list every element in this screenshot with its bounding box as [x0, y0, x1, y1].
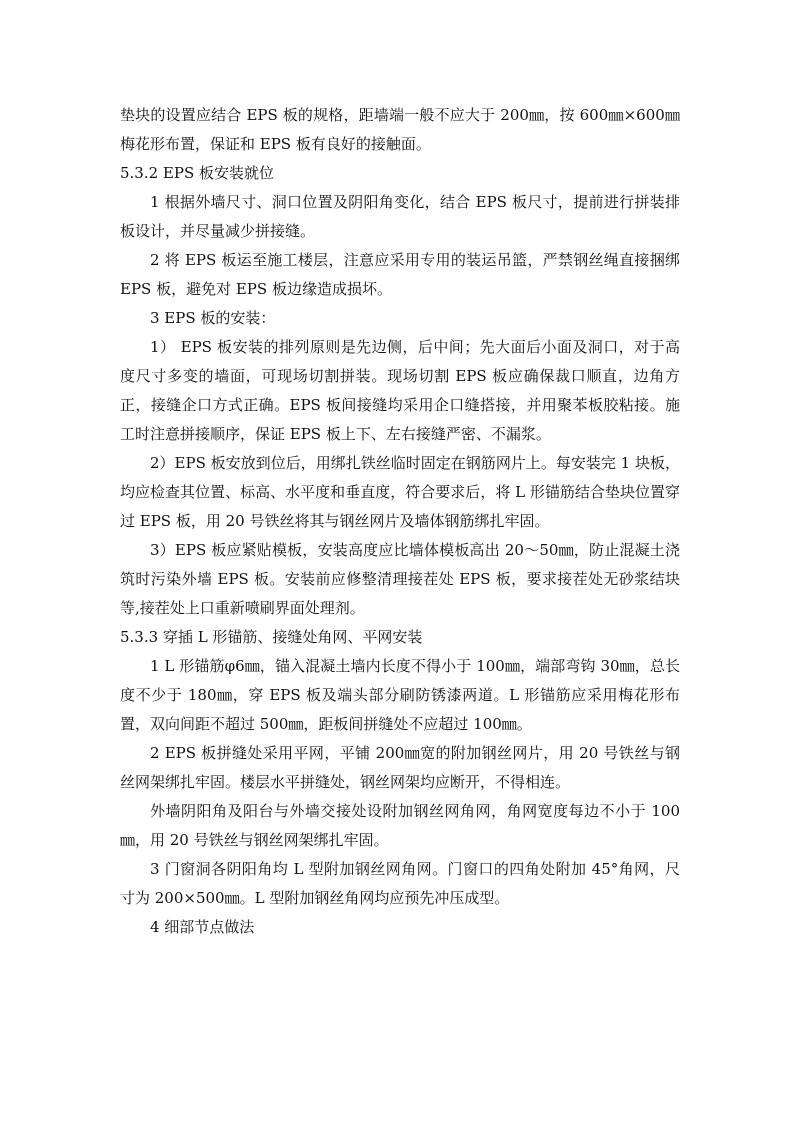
paragraph-pad-layout: 垫块的设置应结合 EPS 板的规格，距墙端一般不应大于 200㎜，按 600㎜×600㎜梅花形布置，保证和 EPS 板有良好的接触面。 — [120, 106, 680, 153]
paragraph-item-3: 3 EPS 板的安装： — [150, 309, 276, 327]
paragraph-anchor-item-4: 4 细部节点做法 — [150, 918, 255, 936]
paragraph-subitem-1: 1） EPS 板安装的排列原则是先边侧，后中间；先大面后小面及洞口，对于高度尺寸多变的墙面，可现场切割拼装。现场切割 EPS 板应确保裁口顺直，边角方正，接缝企口方式正确。EPS 板间接缝均采用企口缝搭接，并用聚苯板胶粘接。施工时注意拼接顺序，保证 EPS 板上下、左右接缝严密、不漏浆。 — [120, 338, 680, 443]
paragraph-item-2: 2 将 EPS 板运至施工楼层，注意应采用专用的装运吊篮，严禁钢丝绳直接捆绑 EPS 板，避免对 EPS 板边缘造成损坏。 — [120, 251, 680, 298]
paragraph-subitem-2: 2）EPS 板安放到位后，用绑扎铁丝临时固定在钢筋网片上。每安装完 1 块板，均应检查其位置、标高、水平度和垂直度，符合要求后，将 L 形锚筋结合垫块位置穿过 EPS 板，用 20 号铁丝将其与钢丝网片及墙体钢筋绑扎牢固。 — [120, 454, 680, 530]
paragraph-corner-mesh: 外墙阴阳角及阳台与外墙交接处设附加钢丝网角网，角网宽度每边不小于 100㎜，用 20 号铁丝与钢丝网架绑扎牢固。 — [120, 802, 680, 849]
paragraph-anchor-item-3: 3 门窗洞各阴阳角均 L 型附加钢丝网角网。门窗口的四角处附加 45°角网，尺寸为 200×500㎜。L 型附加钢丝角网均应预先冲压成型。 — [120, 860, 680, 907]
section-heading-5-3-2: 5.3.2 EPS 板安装就位 — [120, 164, 275, 182]
section-heading-5-3-3: 5.3.3 穿插 L 形锚筋、接缝处角网、平网安装 — [120, 628, 423, 646]
document-body — [120, 101, 680, 942]
paragraph-item-1: 1 根据外墙尺寸、洞口位置及阴阳角变化，结合 EPS 板尺寸，提前进行拼装排板设计，并尽量减少拼接缝。 — [120, 193, 680, 240]
paragraph-anchor-item-1: 1 L 形锚筋φ6㎜，锚入混凝土墙内长度不得小于 100㎜，端部弯钩 30㎜，总长度不少于 180㎜，穿 EPS 板及端头部分刷防锈漆两道。L 形锚筋应采用梅花形布置，双向间距不超过 500㎜，距板间拼缝处不应超过 100㎜。 — [120, 657, 680, 733]
paragraph-anchor-item-2: 2 EPS 板拼缝处采用平网，平铺 200㎜宽的附加钢丝网片，用 20 号铁丝与钢丝网架绑扎牢固。楼层水平拼缝处，钢丝网架均应断开，不得相连。 — [120, 744, 680, 791]
paragraph-subitem-3: 3）EPS 板应紧贴模板，安装高度应比墙体模板高出 20～50㎜，防止混凝土浇筑时污染外墙 EPS 板。安装前应修整清理接茬处 EPS 板，要求接茬处无砂浆结块等,接茬处上口重新喷刷界面处理剂。 — [120, 541, 680, 617]
